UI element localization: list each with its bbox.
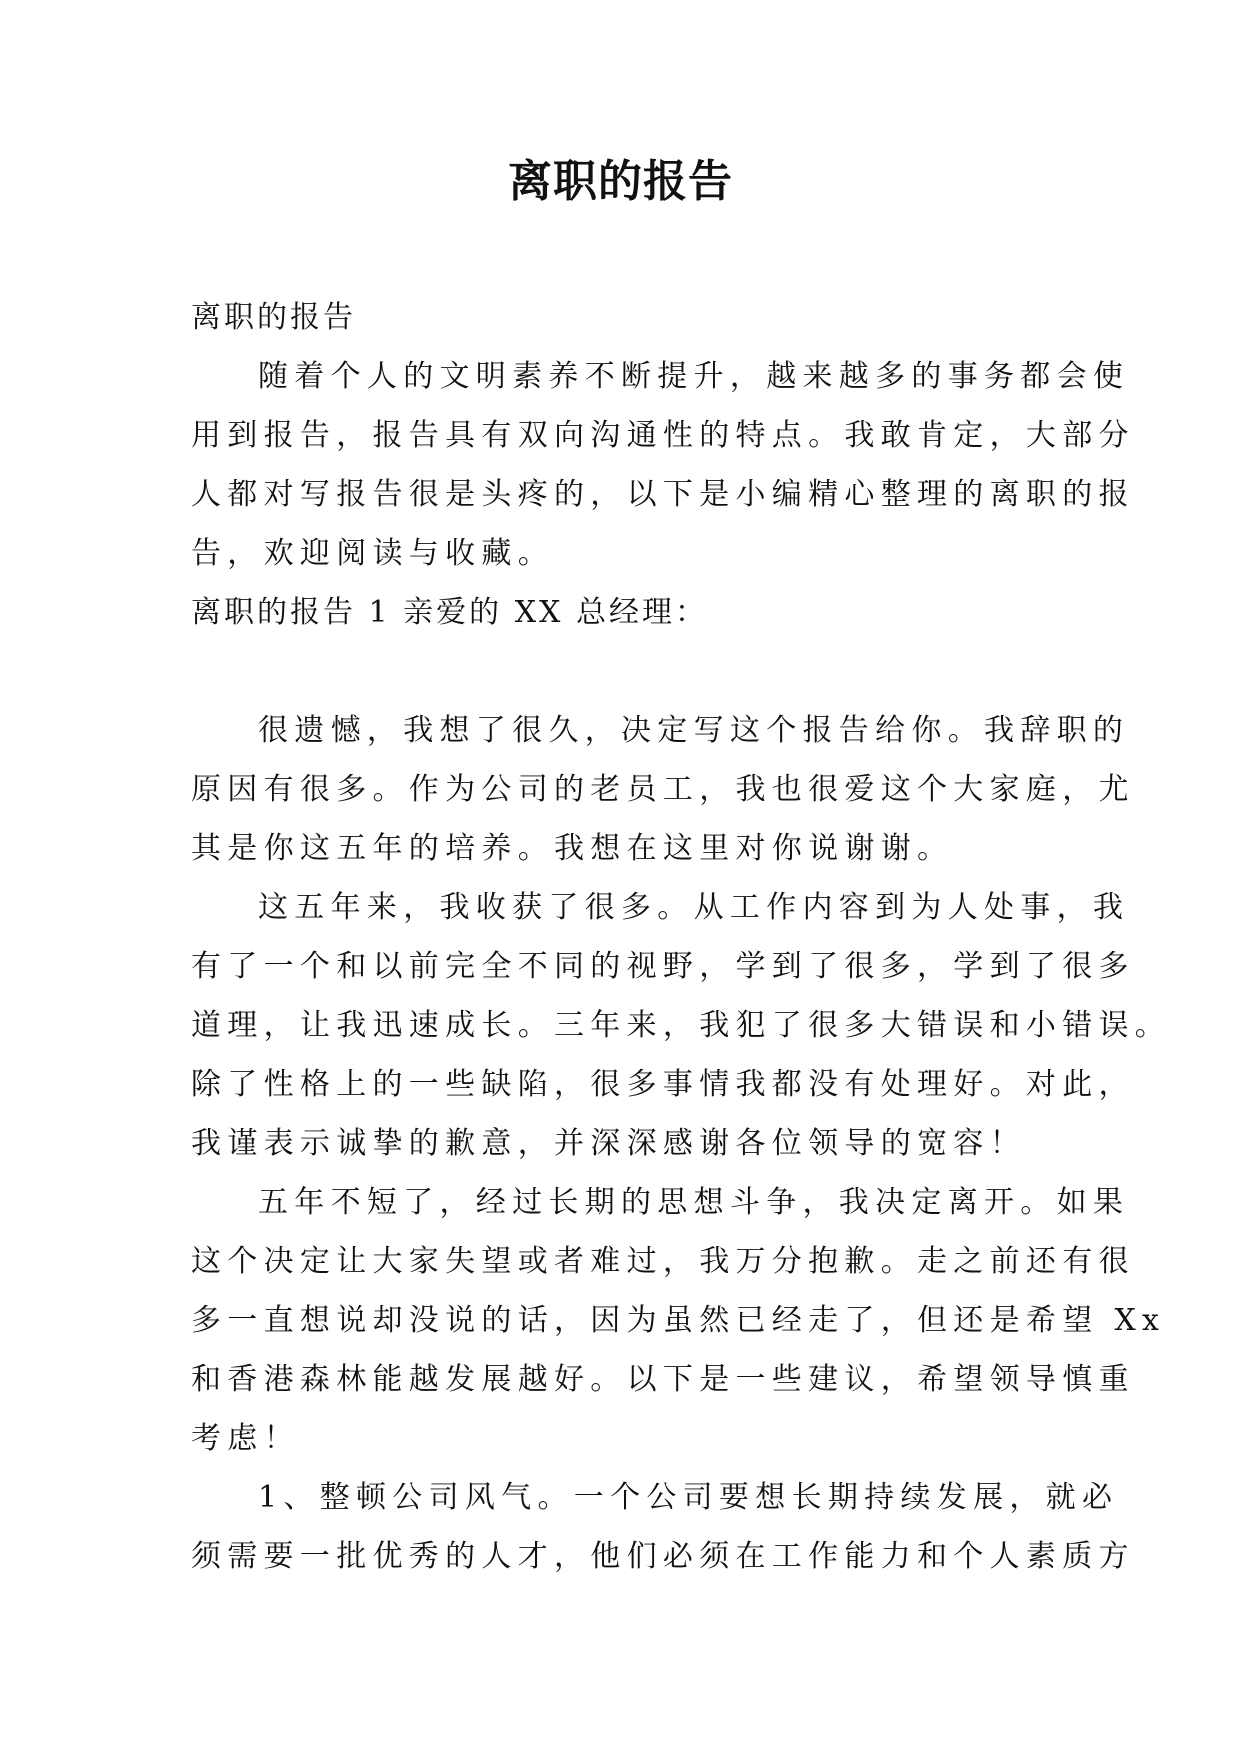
paragraph-line: 人都对写报告很是头疼的，以下是小编精心整理的离职的报	[191, 477, 1135, 512]
paragraph-line: 除了性格上的一些缺陷，很多事情我都没有处理好。对此，	[191, 1067, 1135, 1102]
paragraph-line: 和香港森林能越发展越好。以下是一些建议，希望领导慎重	[191, 1362, 1135, 1397]
section-heading: 离职的报告	[191, 300, 356, 335]
paragraph-line: 多一直想说却没说的话，因为虽然已经走了，但还是希望 Xx	[191, 1303, 1166, 1338]
paragraph-line: 告，欢迎阅读与收藏。	[191, 536, 554, 571]
letter-salutation: 离职的报告 1 亲爱的 XX 总经理：	[191, 595, 708, 630]
paragraph-line: 道理，让我迅速成长。三年来，我犯了很多大错误和小错误。	[191, 1008, 1172, 1043]
paragraph-line: 五年不短了，经过长期的思想斗争，我决定离开。如果	[258, 1185, 1130, 1220]
document-body	[191, 288, 1172, 1586]
paragraph-line: 这个决定让大家失望或者难过，我万分抱歉。走之前还有很	[191, 1244, 1135, 1279]
paragraph-line: 很遗憾，我想了很久，决定写这个报告给你。我辞职的	[258, 713, 1130, 748]
document-title: 离职的报告	[508, 156, 733, 207]
paragraph-line: 其是你这五年的培养。我想在这里对你说谢谢。	[191, 831, 954, 866]
paragraph-line: 须需要一批优秀的人才，他们必须在工作能力和个人素质方	[191, 1539, 1135, 1574]
paragraph-line: 用到报告，报告具有双向沟通性的特点。我敢肯定，大部分	[191, 418, 1135, 453]
paragraph-line: 有了一个和以前完全不同的视野，学到了很多，学到了很多	[191, 949, 1135, 984]
paragraph-line: 1、整顿公司风气。一个公司要想长期持续发展，就必	[258, 1480, 1119, 1515]
paragraph-line: 这五年来，我收获了很多。从工作内容到为人处事，我	[258, 890, 1130, 925]
paragraph-line: 考虑！	[191, 1421, 300, 1456]
paragraph-line: 我谨表示诚挚的歉意，并深深感谢各位领导的宽容！	[191, 1126, 1026, 1161]
paragraph-line: 随着个人的文明素养不断提升，越来越多的事务都会使	[258, 359, 1130, 394]
blank-line	[191, 642, 1061, 701]
paragraph-line: 原因有很多。作为公司的老员工，我也很爱这个大家庭，尤	[191, 772, 1135, 807]
